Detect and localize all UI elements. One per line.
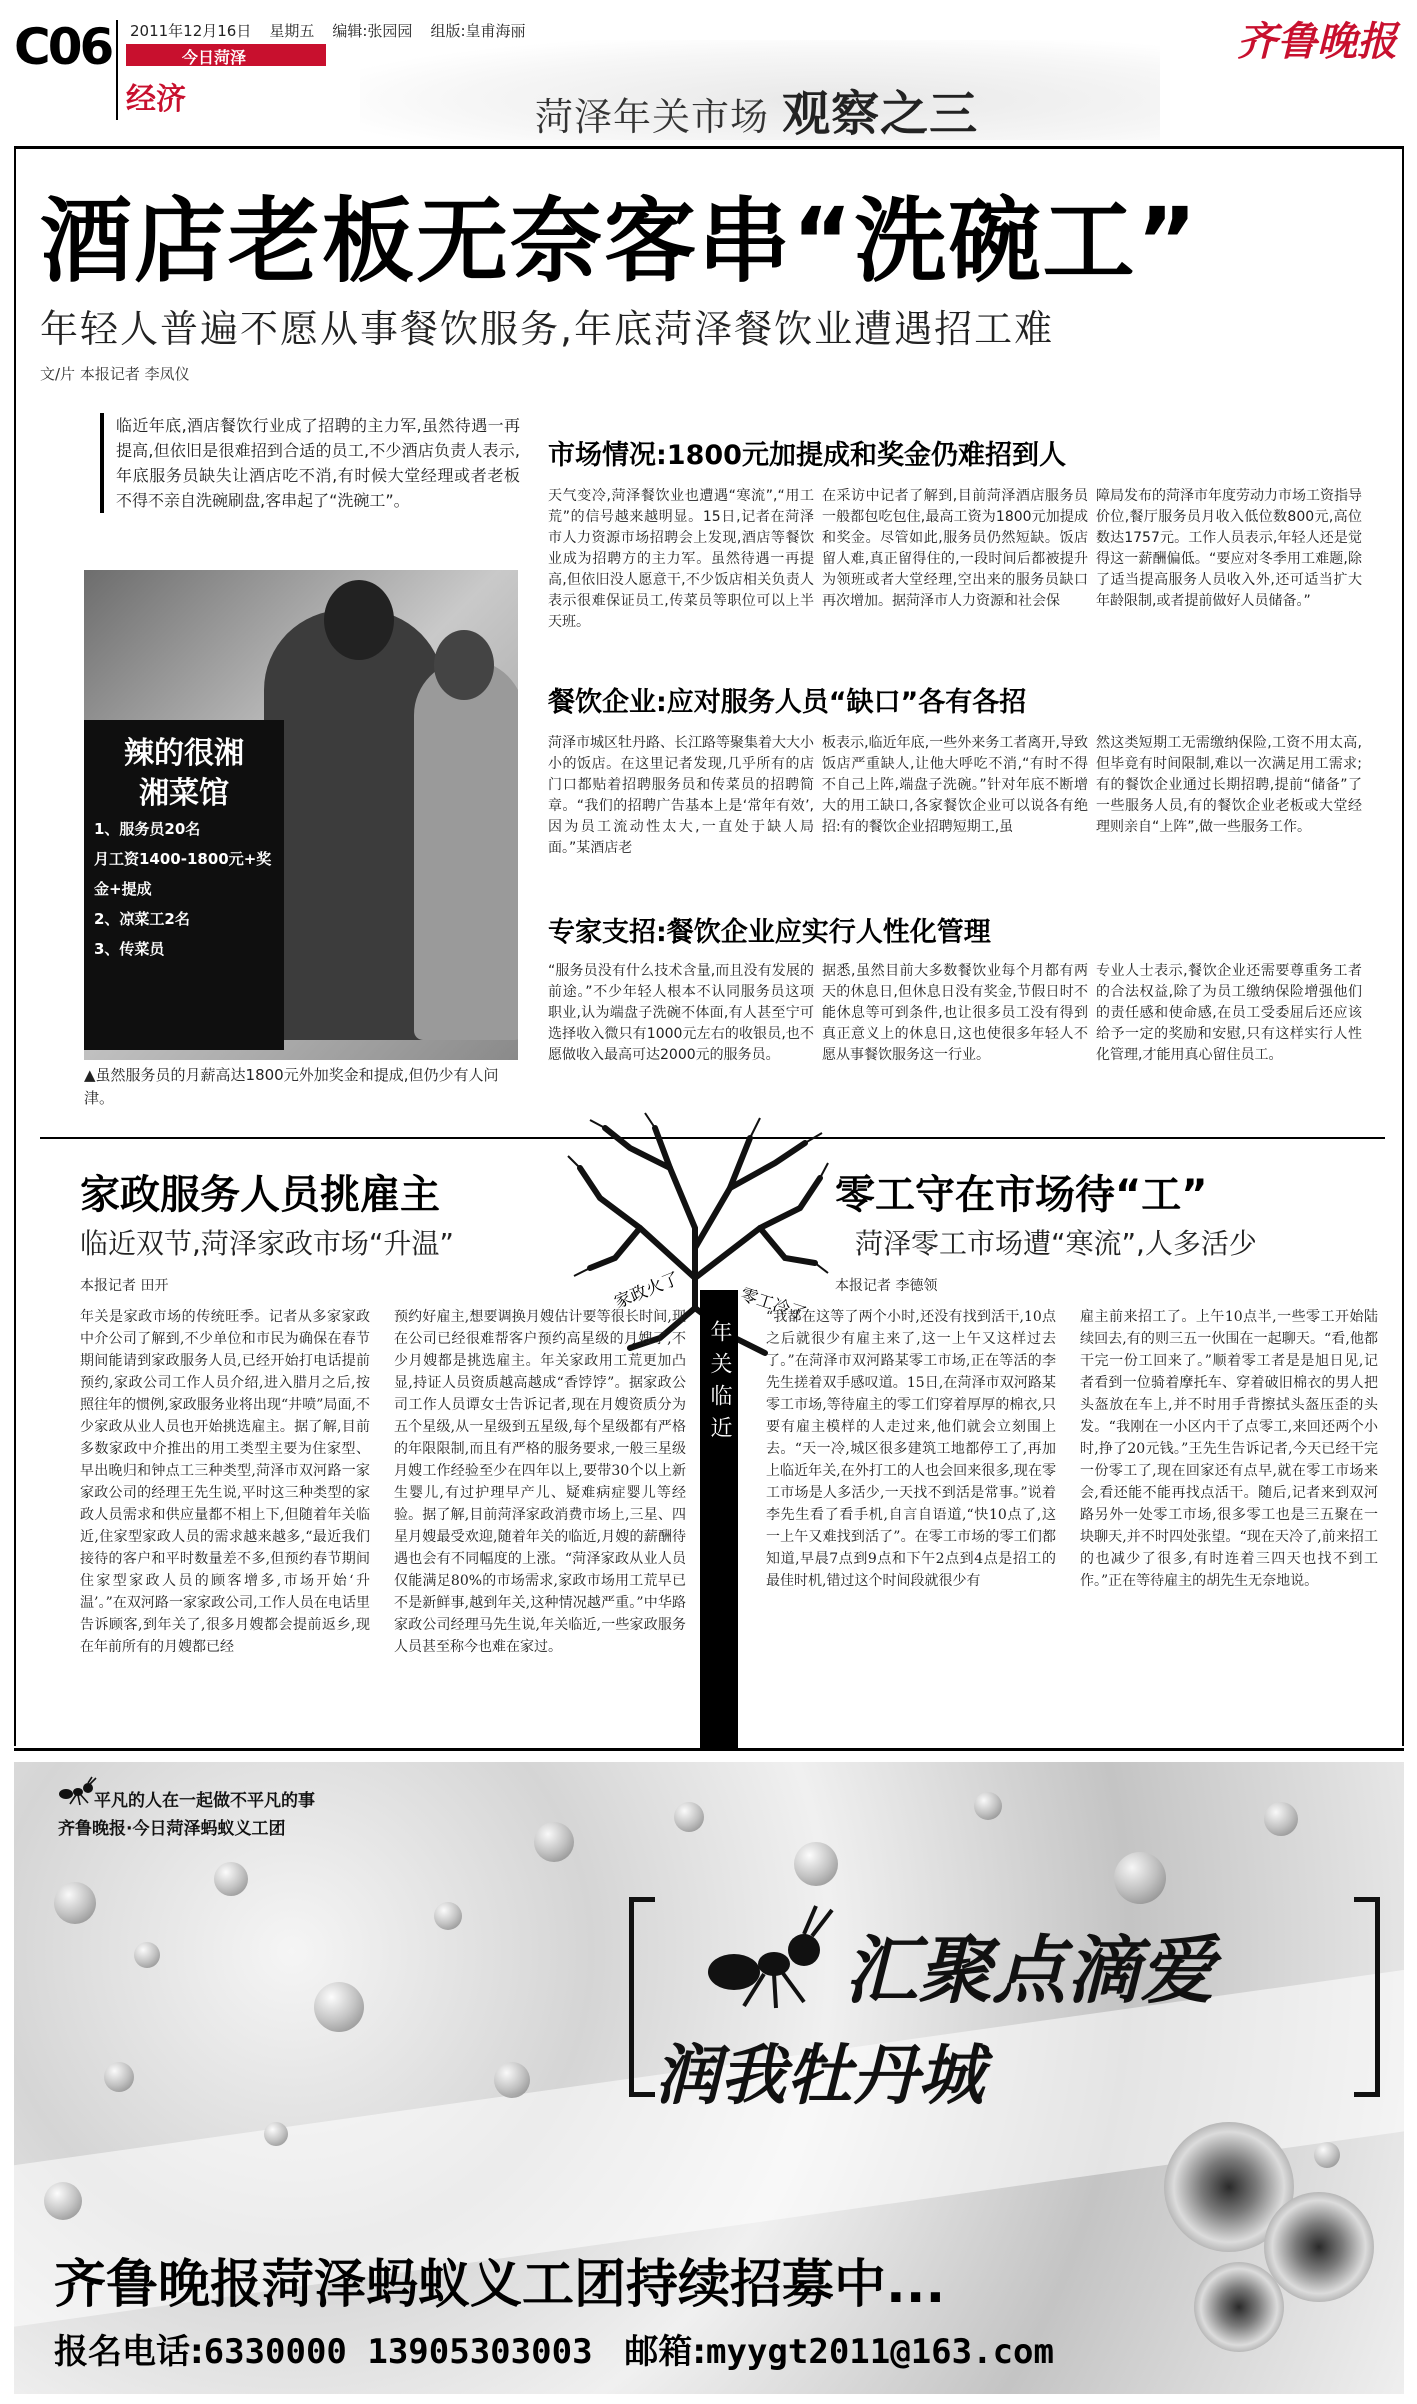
sign-item: 1、服务员20名 xyxy=(94,820,201,838)
left-story-col-2: 预约好雇主,想要调换月嫂估计要等很长时间,现在公司已经很难帮客户预约高星级的月嫂了,不少月嫂都是挑选雇主。年关家政用工荒更加凸显,持证人员资质越高越成“香饽饽”。据家政公司工作人员谭女士告诉记者,现在月嫂资质分为五个星级,从一星级到五星级,每个星级都有严格的年限限制,而且有严格的服务要求,一般三星级月嫂工作经验至少在四年以上,要带30个以上新生婴儿,有过护理早产儿、疑难病症婴儿等经验。据了解,目前菏泽家政消费市场上,三星、四星月嫂最受欢迎,随着年关的临近,月嫂的薪酬待遇也会有不同幅度的上涨。“菏泽家政从业人员仅能满足80%的市场需求,家政市场用工荒早已不是新鲜事,越到年关,这种情况越严重。”中华路家政公司经理马先生说,年关临近,一些家政服务人员甚至称今也难在家过。 xyxy=(394,1309,686,1655)
restaurant-hiring-photo xyxy=(84,570,518,1060)
water-drop xyxy=(314,1982,364,2032)
series-prefix: 菏泽年关市场 xyxy=(535,95,770,139)
section-name: 经济 xyxy=(126,82,186,117)
right-story-subhead: 菏泽零工市场遭“寒流”,人多活少 xyxy=(855,1227,1257,1260)
sign-item: 3、传菜员 xyxy=(94,940,165,958)
masthead-divider xyxy=(116,20,118,120)
right-story-col-1: “我都在这等了两个小时,还没有找到活干,10点之后就很少有雇主来了,这一上午又这样过去了。”在菏泽市双河路某零工市场,正在等活的李先生搓着双手感叹道。15日,在菏泽市双河路某零工市场,等待雇主的零工们穿着厚厚的棉衣,只要有雇主模样的人走过来,他们就会立刻围上去。“天一冷,城区很多建筑工地都停工了,再加上临近年关,在外打工的人也会回来很多,现在零工市场是人多活少,一天找不到活是常事。”说着李先生看了看手机,自言自语道,“快10点了,这一上午又难找到活了”。在零工市场的零工们都知道,早晨7点到9点和下午2点到4点是招工的最佳时机,错过这个时间段就很少有 xyxy=(766,1309,1056,1589)
volunteer-ad xyxy=(14,1762,1404,2394)
series-banner xyxy=(535,75,978,144)
water-drop xyxy=(1314,2142,1340,2168)
section-title-market: 市场情况:1800元加提成和奖金仍难招到人 xyxy=(548,440,1066,471)
ad-contact xyxy=(54,2324,1054,2373)
email-label: 邮箱: xyxy=(624,2332,706,2372)
water-drop xyxy=(264,2122,288,2146)
hiring-sign xyxy=(84,720,284,1050)
ad-calligraphy-line-1: 汇聚点滴爱 xyxy=(844,1928,1214,2014)
water-drop xyxy=(1264,1802,1298,1836)
water-drop xyxy=(54,1882,96,1924)
left-story-byline: 本报记者 田开 xyxy=(80,1278,169,1294)
phone-numbers: 6330000 13905303003 xyxy=(203,2332,593,2372)
water-drop xyxy=(134,1942,160,1968)
ad-calligraphy-line-2: 润我牡丹城 xyxy=(654,2036,984,2114)
flower-decoration xyxy=(1194,2262,1284,2352)
ad-headline: 齐鲁晚报菏泽蚂蚁义工团持续招募中... xyxy=(54,2255,946,2315)
tree-label-left: 家政火了 xyxy=(610,1264,682,1313)
email-address: myygt2011@163.com xyxy=(706,2332,1054,2372)
tree-trunk xyxy=(700,1290,738,1750)
layout-credit: 组版:皇甫海丽 xyxy=(430,22,526,40)
main-subhead: 年轻人普遍不愿从事餐饮服务,年底菏泽餐饮业遭遇招工难 xyxy=(40,307,1055,351)
section-expert-col-2: 据悉,虽然目前大多数餐饮业每个月都有两天的休息日,但休息日没有奖金,节假日时不能休息等可到条件,也让很多员工没有得到真正意义上的休息日,这也使很多年轻人不愿从事餐饮服务这一行业。 xyxy=(822,963,1088,1063)
series-suffix: 观察之三 xyxy=(782,86,979,142)
photo-caption: ▲虽然服务员的月薪高达1800元外加奖金和提成,但仍少有人问津。 xyxy=(84,1066,499,1107)
main-byline: 文/片 本报记者 李凤仪 xyxy=(40,365,190,383)
issue-weekday: 星期五 xyxy=(269,22,315,40)
main-headline: 酒店老板无奈客串“洗碗工” xyxy=(40,188,1199,295)
right-story-col-2: 雇主前来招工了。上午10点半,一些零工开始陆续回去,有的则三五一伙围在一起聊天。“看,他都干完一份工回来了。”顺着零工者是是旭日见,记者看到一位骑着摩托车、穿着破旧棉衣的男人把头盔放在车上,并不时用手背擦拭头盔压歪的头发。“我刚在一小区内干了点零工,来回还两个小时,挣了20元钱。”王先生告诉记者,今天已经干完一份零工了,现在回家还有点早,就在零工市场来会,看还能不能再找点活干。随后,记者来到双河路另外一处零工市场,很多零工也是三五聚在一块聊天,并不时四处张望。“现在天冷了,前来招工的也减少了很多,有时连着三四天也找不到工作。”正在等待雇主的胡先生无奈地说。 xyxy=(1080,1309,1378,1589)
ad-bracket-right xyxy=(1354,1897,1380,2097)
page-number: C06 xyxy=(14,18,112,76)
ant-icon xyxy=(704,1902,844,2012)
section-expert-col-1: “服务员没有什么技术含量,而且没有发展的前途。”不少年轻人根本不认同服务员这项职业,认为端盘子洗碗不体面,有人甚至宁可选择收入微只有1000元左右的收银员,也不愿做收入最高可达2000元的服务员。 xyxy=(548,963,814,1063)
water-drop xyxy=(1114,1852,1166,1904)
photo-person-2-head xyxy=(434,630,494,700)
issue-info xyxy=(130,20,526,41)
trunk-label: 年关临近 xyxy=(707,1320,732,1448)
left-story-title: 家政服务人员挑雇主 xyxy=(80,1172,440,1218)
sign-name-1: 辣的很湘 xyxy=(124,736,244,771)
masthead-rule xyxy=(14,146,1404,149)
section-expert-col-3: 专业人士表示,餐饮企业还需要尊重务工者的合法权益,除了为员工缴纳保险增强他们的责任感和使命感,在员工受委屈后还应该给予一定的奖励和安慰,只有这样实行人性化管理,才能用真心留住员工。 xyxy=(1096,963,1362,1063)
water-drop xyxy=(974,1792,1002,1820)
section-enterprise-col-3: 然这类短期工无需缴纳保险,工资不用太高,但毕竟有时间限制,难以一次满足用工需求;有的餐饮企业通过长期招聘,提前“储备”了一些服务人员,有的餐饮企业老板或大堂经理则亲自“上阵”,做一些服务工作。 xyxy=(1096,735,1362,835)
photo-person-1-head xyxy=(324,580,394,660)
section-market-col-1: 天气变冷,菏泽餐饮业也遭遇“寒流”,“用工荒”的信号越来越明显。15日,记者在菏泽市人力资源市场招聘会上发现,酒店等餐饮业成为招聘方的主力军。虽然待遇一再提高,但依旧没人愿意干,不少饭店相关负责人表示很难保证员工,传菜员等职位可以上半天班。 xyxy=(548,488,814,630)
section-market-col-3: 障局发布的菏泽市年度劳动力市场工资指导价位,餐厅服务员月收入低位数800元,高位数达1757元。工作人员表示,年轻人还是觉得这一薪酬偏低。“要应对冬季用工难题,除了适当提高服务人员收入外,还可适当扩大年龄限制,或者提前做好人员储备。” xyxy=(1096,488,1362,609)
section-enterprise-col-2: 板表示,临近年底,一些外来务工者离开,导致饭店严重缺人,让他大呼吃不消,“有时不得不自己上阵,端盘子洗碗。”针对年底不断增大的用工缺口,各家餐饮企业可以说各有绝招:有的餐饮企业招聘短期工,虽 xyxy=(822,735,1088,835)
right-story-title: 零工守在市场待“工” xyxy=(835,1172,1208,1218)
section-title-enterprise: 餐饮企业:应对服务人员“缺口”各有各招 xyxy=(548,687,1027,718)
editor-credit: 编辑:张园园 xyxy=(332,22,413,40)
left-story-subhead: 临近双节,菏泽家政市场“升温” xyxy=(80,1227,454,1260)
section-market-col-2: 在采访中记者了解到,目前菏泽酒店服务员一般都包吃包住,最高工资为1800元加提成和奖金。尽管如此,服务员仍然短缺。饭店留人难,真正留得住的,一段时间后都被提升为领班或者大堂经理,空出来的服务员缺口再次增加。据菏泽市人力资源和社会保 xyxy=(822,488,1088,609)
tree-label-right: 零工冷了 xyxy=(738,1280,810,1325)
water-drop xyxy=(674,1802,704,1832)
masthead xyxy=(0,0,1417,145)
section-enterprise-col-1: 菏泽市城区牡丹路、长江路等聚集着大大小小的饭店。在这里记者发现,几乎所有的店门口都贴着招聘服务员和传菜员的招聘简章。“我们的招聘广告基本上是‘常年有效’,因为员工流动性太大,一直处于缺人局面。”某酒店老 xyxy=(548,735,814,856)
water-drop xyxy=(44,2182,82,2220)
section-title-expert: 专家支招:餐饮企业应实行人性化管理 xyxy=(548,917,991,948)
ant-icon xyxy=(58,1776,98,1806)
water-drop xyxy=(794,1842,838,1886)
water-drop xyxy=(534,1822,574,1862)
ad-organization: 齐鲁晚报·今日菏泽蚂蚁义工团 xyxy=(58,1819,286,1839)
newspaper-logo: 齐鲁晚报 xyxy=(1237,18,1397,65)
left-story-col-1: 年关是家政市场的传统旺季。记者从多家家政中介公司了解到,不少单位和市民为确保在春节期间能请到家政服务人员,已经开始打电话提前预约,家政公司工作人员介绍,进入腊月之后,按照往年的惯例,家政服务业将出现“井喷”局面,不少家政从业人员也开始挑选雇主。据了解,目前多数家政中介推出的用工类型主要为住家型、早出晚归和钟点工三种类型,菏泽市双河路一家家政公司的经理王先生说,平时这三种类型的家政人员需求和供应量都不相上下,但随着年关临近,住家型家政人员的需求越来越多,“最近我们接待的客户和平时数量差不多,但预约春节期间住家型家政人员的顾客增多,市场开始‘升温’。”在双河路一家家政公司,工作人员在电话里告诉顾客,到年关了,很多月嫂都会提前返乡,现在年前所有的月嫂都已经 xyxy=(80,1309,370,1655)
ad-bracket-left xyxy=(629,1897,655,2097)
lead-paragraph: 临近年底,酒店餐饮行业成了招聘的主力军,虽然待遇一再提高,但依旧是很难招到合适的员工,不少酒店负责人表示,年底服务员缺失让酒店吃不消,有时候大堂经理或者老板不得不亲自洗碗刷盘,客串起了“洗碗工”。 xyxy=(100,413,520,513)
ad-divider xyxy=(14,1748,1404,1751)
sign-item: 月工资1400-1800元+奖金+提成 xyxy=(94,850,272,898)
ad-slogan: 平凡的人在一起做不平凡的事 xyxy=(94,1791,315,1811)
photo-person-2 xyxy=(414,660,518,1040)
water-drop xyxy=(434,1902,462,1930)
sign-name-2: 湘菜馆 xyxy=(139,776,229,811)
sign-item: 2、凉菜工2名 xyxy=(94,910,190,928)
water-drop xyxy=(494,2062,530,2098)
water-drop xyxy=(214,1862,248,1896)
issue-date: 2011年12月16日 xyxy=(130,22,252,40)
phone-label: 报名电话: xyxy=(54,2332,204,2372)
flower-decoration xyxy=(1264,2192,1374,2302)
right-story-byline: 本报记者 李德领 xyxy=(835,1278,938,1294)
water-drop xyxy=(104,2062,134,2092)
section-tag: 今日菏泽 xyxy=(126,44,326,66)
